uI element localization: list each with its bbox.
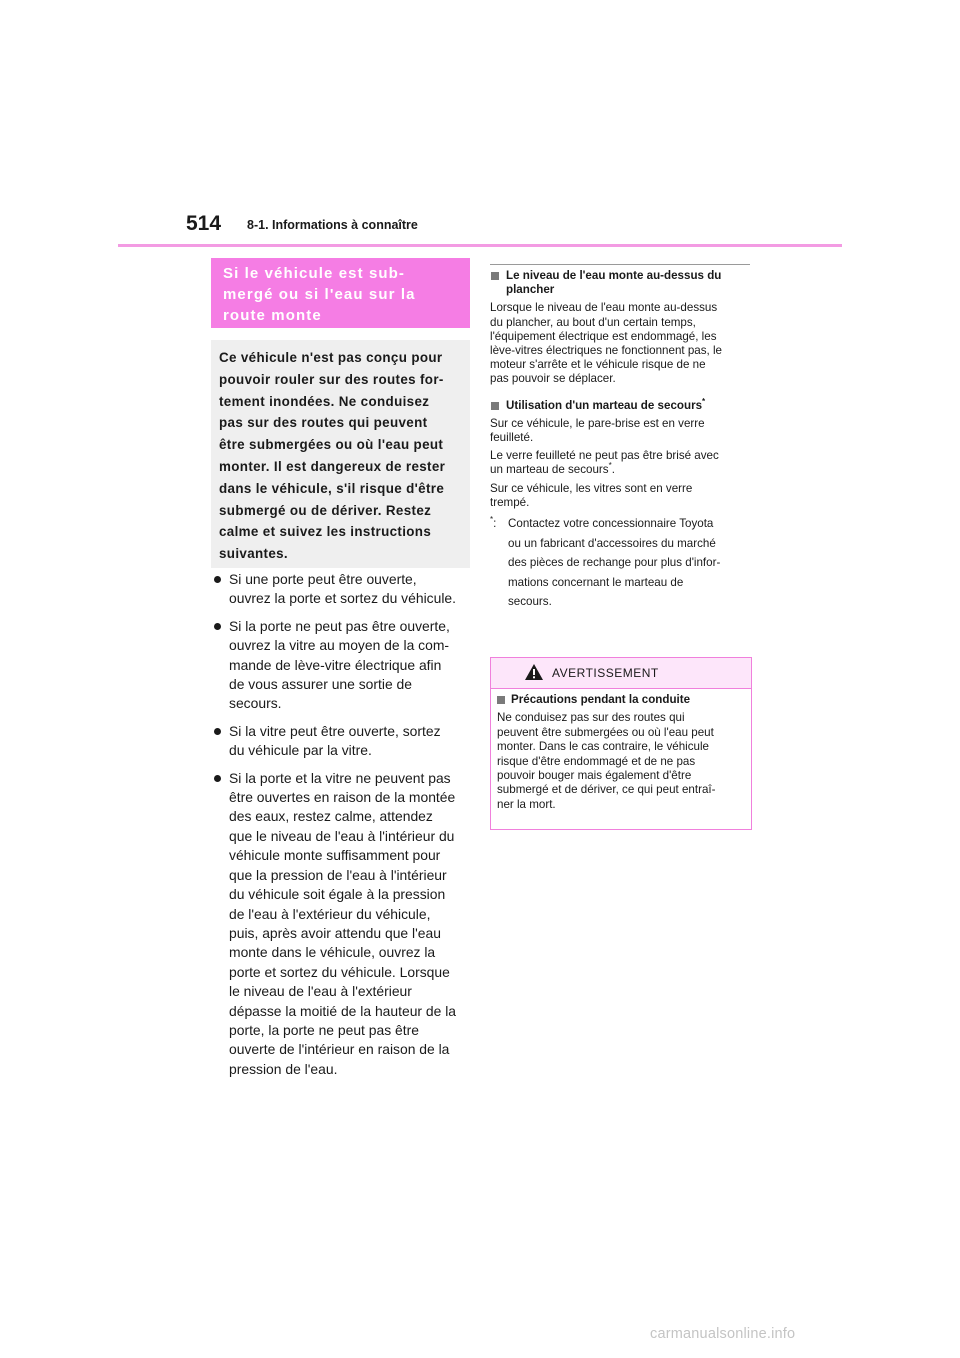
list-item-line: du véhicule par la vitre. — [229, 742, 372, 759]
hammer-text-1 — [490, 417, 752, 445]
hammer-text-2 — [490, 449, 752, 477]
text-line: Lorsque le niveau de l'eau monte au-dessus — [490, 301, 718, 315]
water-level-heading — [490, 269, 752, 297]
intro-line: pouvoir rouler sur des routes for- — [219, 371, 444, 387]
text-line: ner la mort. — [497, 797, 556, 811]
text-line: Le verre feuilleté ne peut pas être brisé avec — [490, 449, 719, 463]
list-item-line: ouvrez la porte et sortez du véhicule. — [229, 590, 457, 607]
text-line: lève-vitres électriques ne fonctionnent pas, le — [490, 344, 723, 358]
section-title-line: route monte — [223, 307, 322, 324]
text-span: un marteau de secours — [490, 463, 609, 477]
list-item-line: Si la porte ne peut pas être ouverte, — [229, 617, 450, 634]
footnote-line: des pièces de rechange pour plus d'infor- — [508, 556, 721, 570]
water-level-text — [490, 301, 752, 386]
asterisk: * — [702, 396, 706, 406]
list-item — [211, 617, 473, 714]
footnote — [490, 514, 752, 612]
section-title — [211, 258, 470, 328]
footnote-line: Contactez votre concessionnaire Toyota — [508, 517, 714, 531]
chapter-title: 8-1. Informations à connaître — [247, 218, 418, 232]
bullet-icon — [214, 775, 221, 782]
list-item-line: porte et sortez du véhicule. Lorsque — [229, 963, 450, 980]
warning-title: AVERTISSEMENT — [552, 666, 659, 680]
square-bullet-icon — [491, 272, 499, 280]
footnote-line: ou un fabricant d'accessoires du marché — [508, 536, 716, 550]
list-item-line: ouvrez la vitre au moyen de la com- — [229, 637, 450, 654]
asterisk: * — [608, 461, 612, 471]
watermark: carmanualsonline.info — [650, 1326, 796, 1342]
list-item-line: que la pression de l'eau à l'intérieur — [229, 866, 447, 883]
intro-line: tement inondées. Ne conduisez — [219, 393, 430, 409]
footnote-line: mations concernant le marteau de — [508, 575, 684, 589]
intro-line: submergé ou de dériver. Restez — [219, 502, 432, 518]
text-line: peuvent être submergées ou où l'eau peut — [497, 725, 714, 739]
list-item-line: le niveau de l'eau à l'extérieur — [229, 983, 412, 1000]
list-item-line: du véhicule soit égale à la pression — [229, 886, 446, 903]
heading-line: plancher — [506, 283, 555, 297]
list-item-line: de l'eau à l'extérieur du véhicule, — [229, 905, 431, 922]
list-item-line: dépasse la moitié de la hauteur de la — [229, 1002, 457, 1019]
list-item-line: Si une porte peut être ouverte, — [229, 571, 417, 587]
text-span: . — [611, 463, 615, 477]
text-line: trempé. — [490, 495, 530, 509]
footnote-line: secours. — [508, 595, 552, 609]
intro-line: Ce véhicule n'est pas conçu pour — [219, 350, 443, 365]
list-item-line: porte, la porte ne peut pas être — [229, 1021, 419, 1038]
page-number: 514 — [186, 212, 222, 235]
section-title-line: Si le véhicule est sub- — [223, 265, 406, 282]
right-column — [490, 269, 752, 612]
text-line: Sur ce véhicule, les vitres sont en verre — [490, 481, 693, 495]
text-line: Ne conduisez pas sur des routes qui — [497, 711, 685, 725]
intro-line: suivantes. — [219, 546, 288, 562]
intro-line: monter. Il est dangereux de rester — [219, 458, 446, 474]
text-line: feuilleté. — [490, 431, 534, 445]
bullet-icon — [214, 728, 221, 735]
list-item-line: secours. — [229, 695, 282, 712]
text-line: moteur s'arrête et le véhicule risque de ne — [490, 358, 706, 372]
list-item-line: mande de lève-vitre électrique afin — [229, 656, 442, 673]
text-line: submergé et de dériver, ce qui peut entraî- — [497, 783, 716, 797]
list-item-line: puis, après avoir attendu que l'eau — [229, 924, 441, 941]
heading-line: Le niveau de l'eau monte au-dessus du — [506, 269, 722, 282]
square-bullet-icon — [491, 402, 499, 410]
list-item-line: être ouvertes en raison de la montée — [229, 789, 456, 806]
section-title-line: mergé ou si l'eau sur la — [223, 286, 416, 303]
list-item-line: de vous assurer une sortie de — [229, 676, 412, 693]
text-line: Sur ce véhicule, le pare-brise est en verre — [490, 416, 705, 430]
warning-box — [490, 657, 752, 830]
list-item-line: monte dans le véhicule, ouvrez la — [229, 944, 436, 961]
list-item-line: véhicule monte suffisamment pour — [229, 847, 441, 864]
warning-body — [491, 689, 751, 812]
intro-line: dans le véhicule, s'il risque d'être — [219, 480, 445, 496]
warning-triangle-icon — [524, 663, 544, 681]
heading-text: Utilisation d'un marteau de secours — [506, 398, 703, 412]
text-line: pas pouvoir se déplacer. — [490, 372, 616, 386]
hammer-text-3 — [490, 482, 752, 510]
list-item-line: Si la porte et la vitre ne peuvent pas — [229, 769, 451, 786]
bullet-icon — [214, 576, 221, 583]
intro-line: calme et suivez les instructions — [219, 524, 432, 540]
list-item-line: que le niveau de l'eau à l'intérieur du — [229, 827, 455, 844]
list-item-line: des eaux, restez calme, attendez — [229, 808, 433, 825]
list-item — [211, 722, 473, 761]
text-line: risque d'être endommagé et de ne pas — [497, 754, 696, 768]
hammer-heading — [490, 396, 752, 413]
warning-heading — [497, 693, 745, 707]
text-line — [490, 463, 752, 477]
text-line: l'équipement électrique est endommagé, les — [490, 329, 717, 343]
instruction-list — [211, 570, 473, 1087]
footnote-mark: *: — [490, 515, 497, 531]
intro-box — [211, 340, 470, 568]
heading-text: Précautions pendant la conduite — [511, 693, 691, 706]
header-rule — [118, 244, 842, 247]
list-item-line: ouverte de l'intérieur en raison de la — [229, 1041, 450, 1058]
list-item-line: Si la vitre peut être ouverte, sortez — [229, 722, 441, 739]
column-rule — [490, 264, 750, 265]
text-line: pouvoir bouger mais également d'être — [497, 769, 692, 783]
list-item-line: pression de l'eau. — [229, 1060, 338, 1077]
intro-line: pas sur des routes qui peuvent — [219, 415, 428, 431]
list-item — [211, 769, 473, 1080]
square-bullet-icon — [497, 696, 505, 704]
bullet-icon — [214, 623, 221, 630]
intro-line: être submergées ou où l'eau peut — [219, 437, 444, 453]
warning-header — [491, 658, 751, 689]
list-item — [211, 570, 473, 609]
text-line: du plancher, au bout d'un certain temps, — [490, 315, 696, 329]
text-line: monter. Dans le cas contraire, le véhicule — [497, 740, 710, 754]
